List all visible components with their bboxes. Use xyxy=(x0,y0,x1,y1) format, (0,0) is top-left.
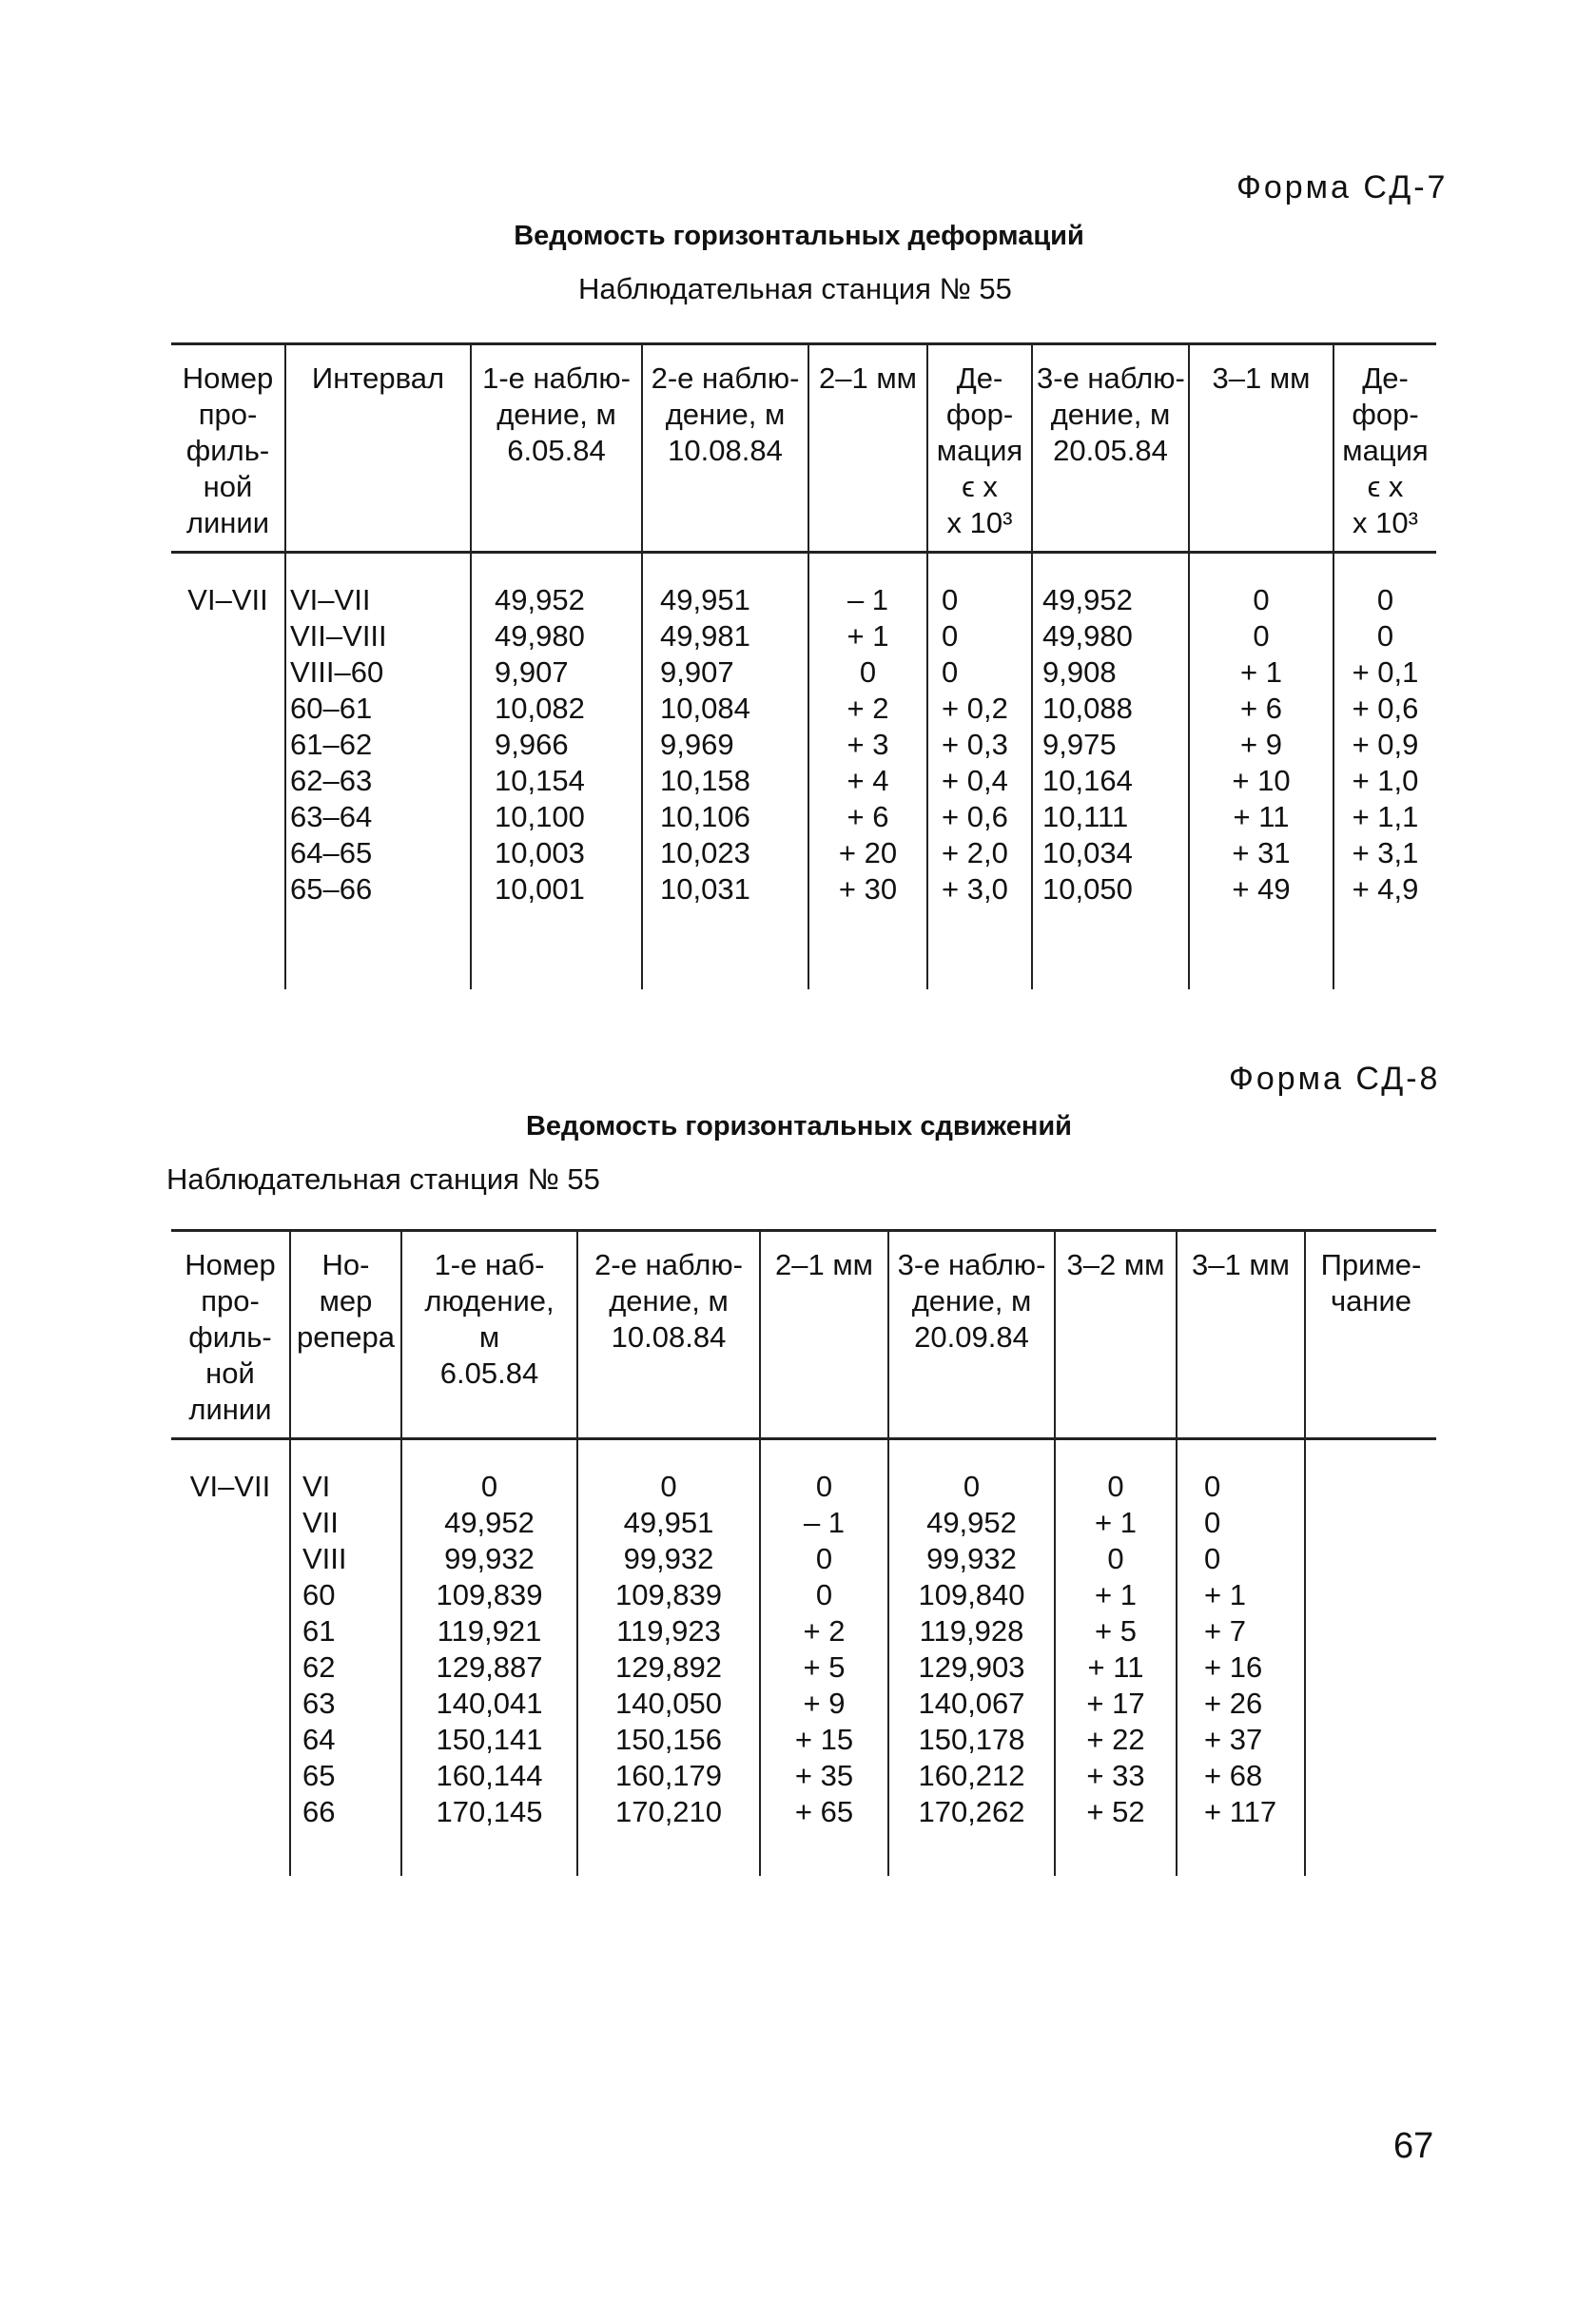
profile-line: VI–VII xyxy=(189,1470,271,1503)
diff21-values: – 1 + 1 0 + 2 + 3 + 4 + 6 + 20 + 30 xyxy=(808,553,927,990)
horizontal-deformations-table xyxy=(171,342,1436,989)
obs1-values: 0 49,952 99,932 109,839 119,921 129,887 140,041 150,141 160,144 170,145 xyxy=(401,1439,577,1877)
col-diff21: 2–1 мм xyxy=(808,344,927,553)
diff31-values: 0 0 0 + 1 + 7 + 16 + 26 + 37 + 68 + 117 xyxy=(1177,1439,1305,1877)
note-values xyxy=(1305,1439,1436,1877)
obs1-values: 49,952 49,980 9,907 10,082 9,966 10,154 10,100 10,003 10,001 xyxy=(471,553,642,990)
col-note: Приме- чание xyxy=(1305,1231,1436,1439)
form-8-label: Форма СД-8 xyxy=(1229,1061,1441,1097)
col-diff32: 3–2 мм xyxy=(1055,1231,1177,1439)
col-deform1: Де- фор- мация ϵ х х 10³ xyxy=(927,344,1032,553)
col-profile-line: Номер про- филь- ной линии xyxy=(182,361,274,539)
horizontal-displacements-table xyxy=(171,1229,1436,1876)
obs3-values: 0 49,952 99,932 109,840 119,928 129,903 140,067 150,178 160,212 170,262 xyxy=(888,1439,1055,1877)
col-diff21: 2–1 мм xyxy=(760,1231,888,1439)
deform1-values: 0 0 0 + 0,2 + 0,3 + 0,4 + 0,6 + 2,0 + 3,0 xyxy=(927,553,1032,990)
diff32-values: 0 + 1 0 + 1 + 5 + 11 + 17 + 22 + 33 + 52 xyxy=(1055,1439,1177,1877)
form-8-station: Наблюдательная станция № 55 xyxy=(166,1162,600,1196)
header-row xyxy=(171,344,1436,553)
col-profile-line: Номер про- филь- ной линии xyxy=(185,1248,276,1426)
intervals: VI–VII VII–VIII VIII–60 60–61 61–62 62–63 63–64 64–65 65–66 xyxy=(285,553,471,990)
table-row xyxy=(171,1439,1436,1877)
diff31-values: 0 0 + 1 + 6 + 9 + 10 + 11 + 31 + 49 xyxy=(1189,553,1333,990)
col-obs1: 1-е наб- людение, м 6.05.84 xyxy=(401,1231,577,1439)
obs3-values: 49,952 49,980 9,908 10,088 9,975 10,164 10,111 10,034 10,050 xyxy=(1032,553,1189,990)
table-row xyxy=(171,553,1436,990)
col-obs1: 1-е наблю- дение, м 6.05.84 xyxy=(471,344,642,553)
benchmarks: VI VII VIII 60 61 62 63 64 65 66 xyxy=(290,1439,401,1877)
col-interval: Интервал xyxy=(285,344,471,553)
col-obs2: 2-е наблю- дение, м 10.08.84 xyxy=(642,344,808,553)
obs2-values: 0 49,951 99,932 109,839 119,923 129,892 140,050 150,156 160,179 170,210 xyxy=(577,1439,760,1877)
obs2-values: 49,951 49,981 9,907 10,084 9,969 10,158 10,106 10,023 10,031 xyxy=(642,553,808,990)
form-8-title: Ведомость горизонтальных сдвижений xyxy=(525,1111,1073,1142)
col-obs3: 3-е наблю- дение, м 20.05.84 xyxy=(1032,344,1189,553)
col-benchmark: Но- мер репера xyxy=(290,1231,401,1439)
form-7-station: Наблюдательная станция № 55 xyxy=(578,272,1012,305)
header-row xyxy=(171,1231,1436,1439)
col-diff31: 3–1 мм xyxy=(1189,344,1333,553)
col-deform2: Де- фор- мация ϵ х х 10³ xyxy=(1333,344,1436,553)
page-number: 67 xyxy=(1393,2126,1434,2166)
diff21-values: 0 – 1 0 0 + 2 + 5 + 9 + 15 + 35 + 65 xyxy=(760,1439,888,1877)
col-obs3: 3-е наблю- дение, м 20.09.84 xyxy=(888,1231,1055,1439)
col-diff31: 3–1 мм xyxy=(1177,1231,1305,1439)
col-obs2: 2-е наблю- дение, м 10.08.84 xyxy=(577,1231,760,1439)
profile-line: VI–VII xyxy=(187,583,268,616)
deform2-values: 0 0 + 0,1 + 0,6 + 0,9 + 1,0 + 1,1 + 3,1 + 4,9 xyxy=(1333,553,1436,990)
form-7-label: Форма СД-7 xyxy=(1236,169,1449,205)
form-7-title: Ведомость горизонтальных деформаций xyxy=(514,221,1084,251)
